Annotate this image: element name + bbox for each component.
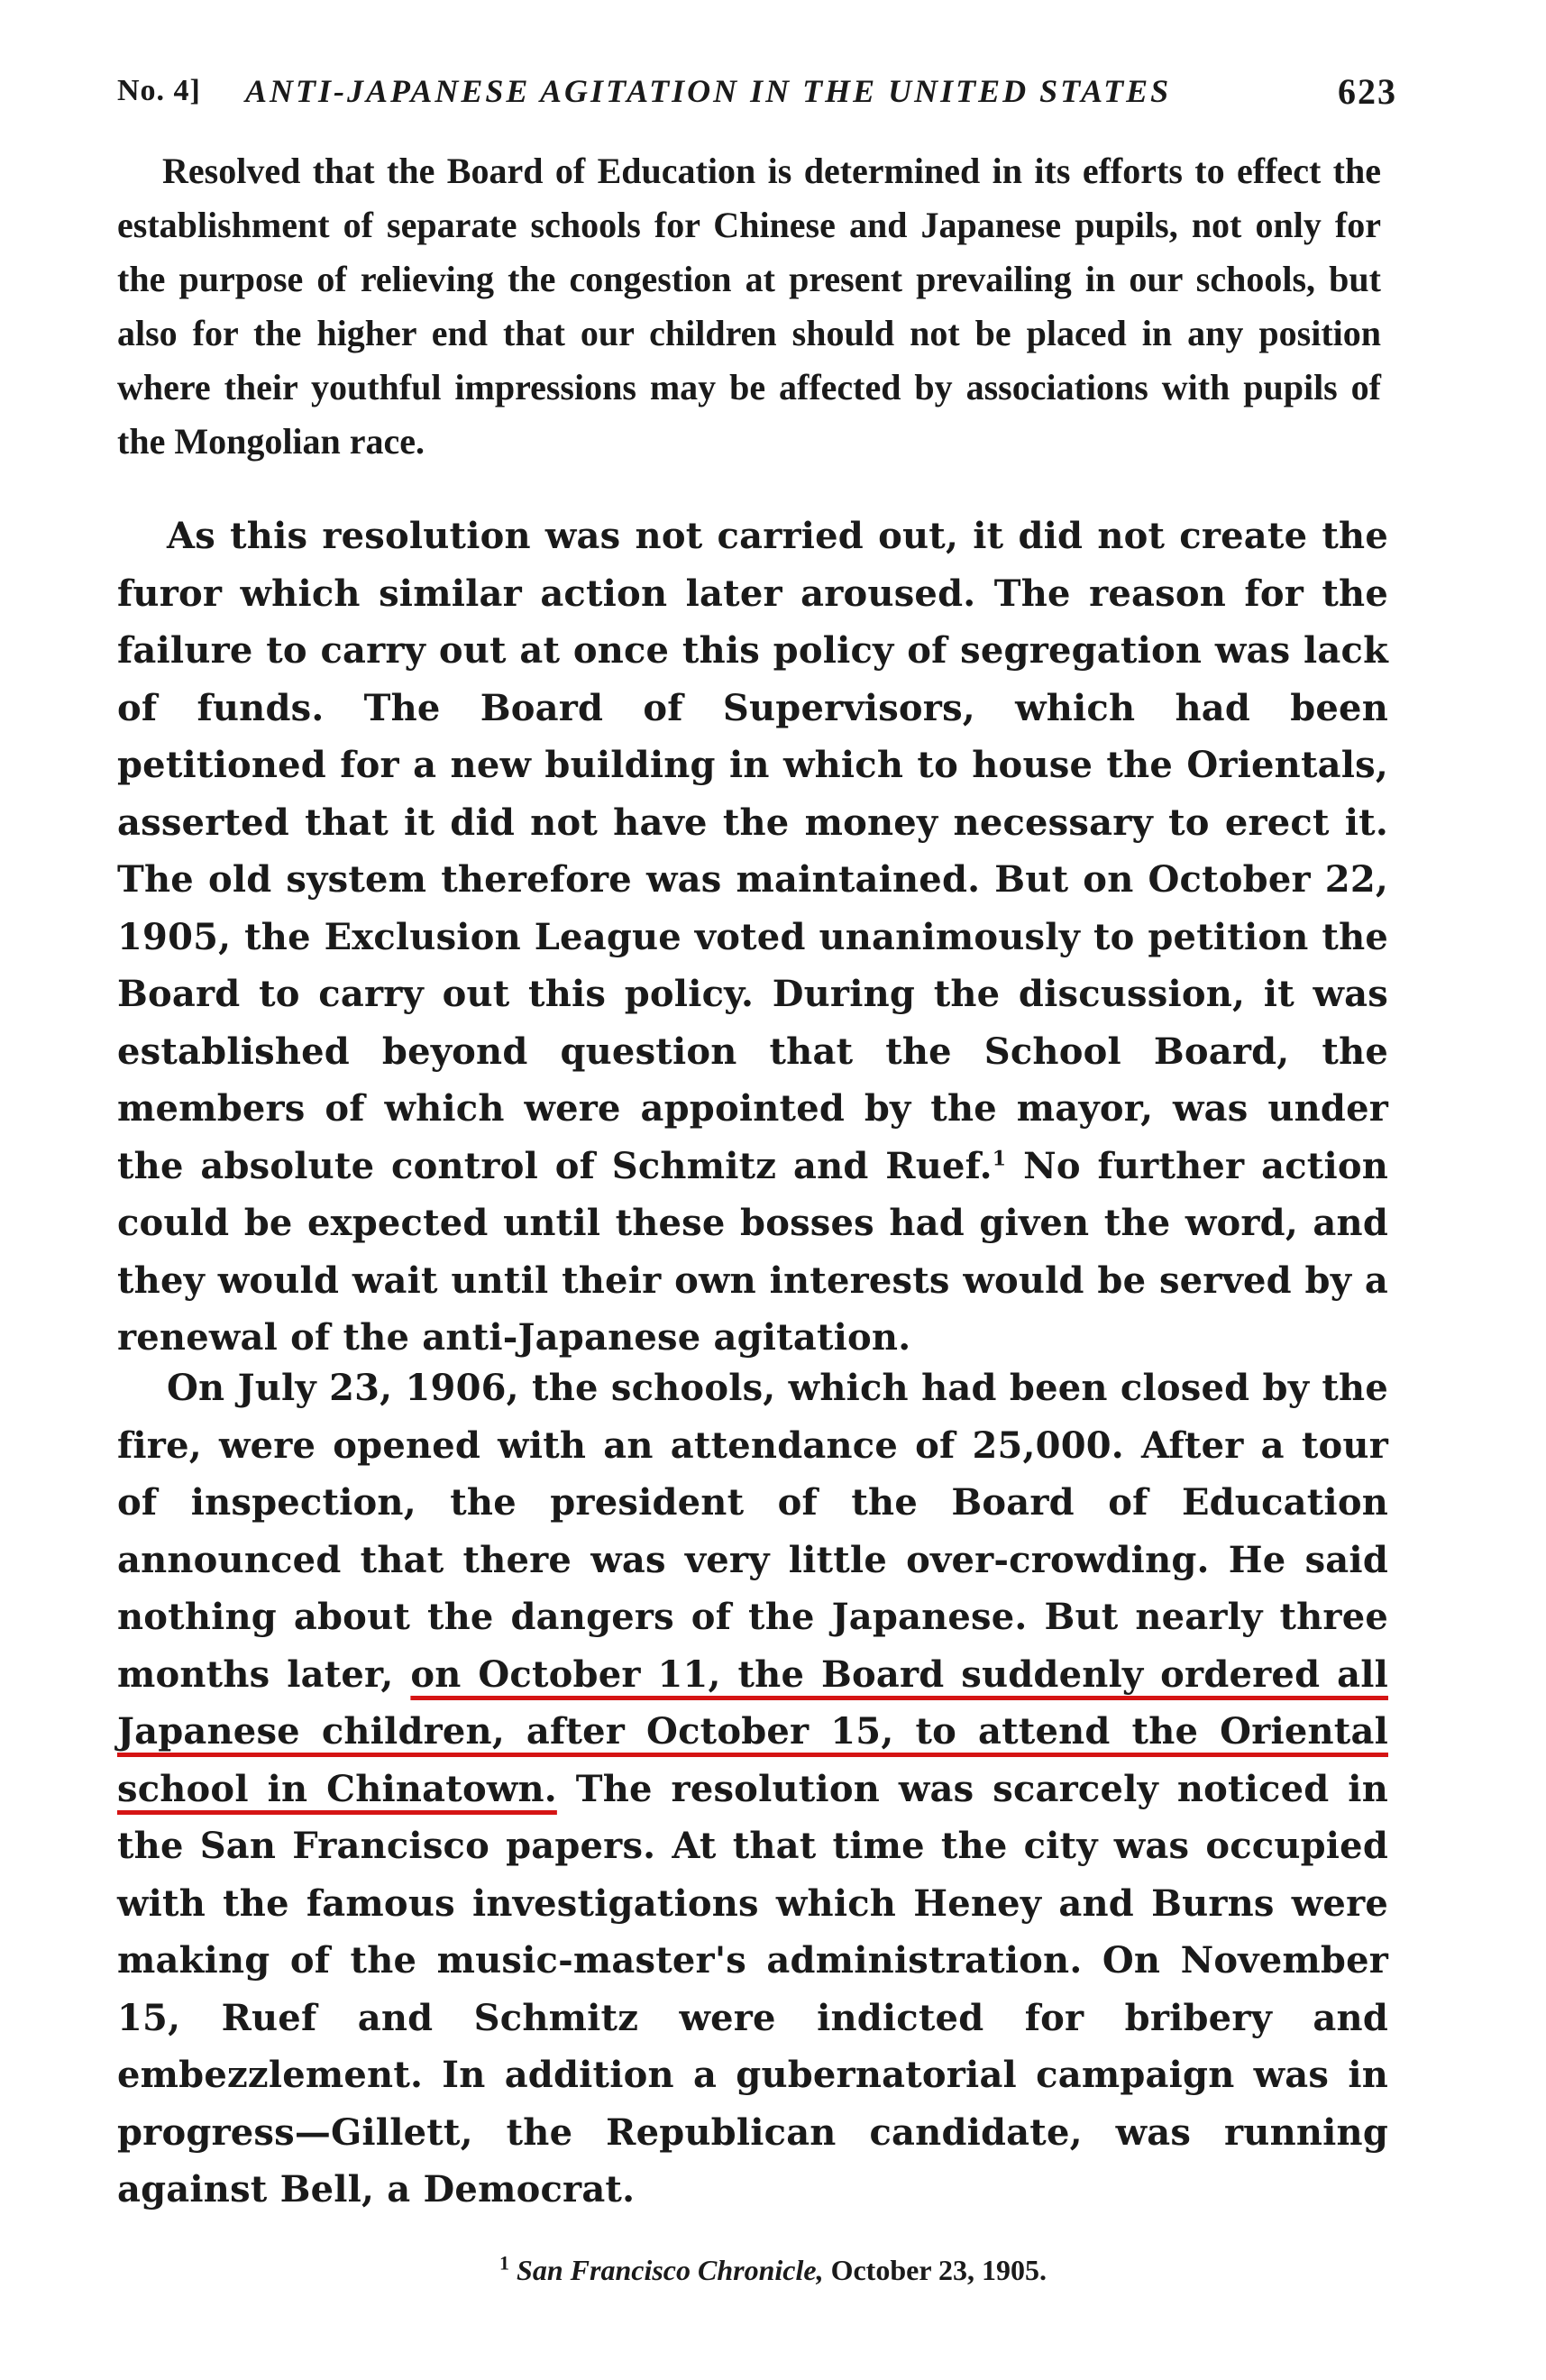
footnote-source: San Francisco Chronicle, [517, 2254, 824, 2286]
resolution-quote: Resolved that the Board of Education is determined in its efforts to effect the establishment of separate schools for Chinese and Japanese pupils, not only for the purpose of relieving the congestion at present prevailing in our schools, but also for the higher end that our children should not be placed in any position where their youthful impressions may be affected by associations with pupils of the Mongolian race. [117, 151, 1381, 462]
red-underlined-passage: on October 11, the Board suddenly ordered all Japanese children, after October 15, to attend the Oriental school in Chinatown. [117, 1652, 1388, 1810]
footnote-marker: 1 [499, 2251, 510, 2275]
paragraph-segregation-policy [117, 508, 1388, 1367]
paragraph-school-order [117, 1359, 1388, 2219]
footnote-reference: 1 [992, 1147, 1007, 1171]
paragraph-text: As this resolution was not carried out, it did not create the furor which similar action later aroused. The reason for the failure to carry out at once this policy of segregation was lack of funds. The Board of Supervisors, which had been petitioned for a new building in which to house the Orientals, asserted that it did not have the money necessary to erect it. The old system therefore was maintained. But on October 22, 1905, the Exclusion League voted unanimously to petition the Board to carry out this policy. During the discussion, it was established beyond question that the School Board, the members of which were appointed by the mayor, was under the absolute control of Schmitz and Ruef. [117, 515, 1388, 1187]
issue-number: No. 4] [117, 74, 201, 107]
running-header [117, 63, 1397, 126]
running-title: ANTI-JAPANESE AGITATION IN THE UNITED STATES [245, 73, 1172, 109]
footnote-date: October 23, 1905. [823, 2254, 1047, 2286]
paragraph-text: The resolution was scarcely noticed in the San Francisco papers. At that time the city was occupied with the famous investigations which Heney and Burns were making of the music-master's administration. On November 15, Ruef and Schmitz were indicted for bribery and embezzlement. In addition a gubernatorial campaign was in progress—Gillett, the Republican candidate, was running against Bell, a Democrat. [117, 1767, 1388, 2211]
page-number: 623 [1338, 71, 1397, 112]
paragraph-text: On July 23, 1906, the schools, which had been closed by the fire, were opened with an attendance of 25,000. After a tour of inspection, the president of the Board of Education announced that there was very little over-crowding. He said nothing about the dangers of the Japanese. But nearly three months later, [117, 1367, 1388, 1696]
footnote [0, 2251, 1546, 2287]
paragraph-text: No further action could be expected until these bosses had given the word, and they would wait until their own interests would be served by a renewal of the anti-Japanese agitation. [117, 1144, 1388, 1359]
